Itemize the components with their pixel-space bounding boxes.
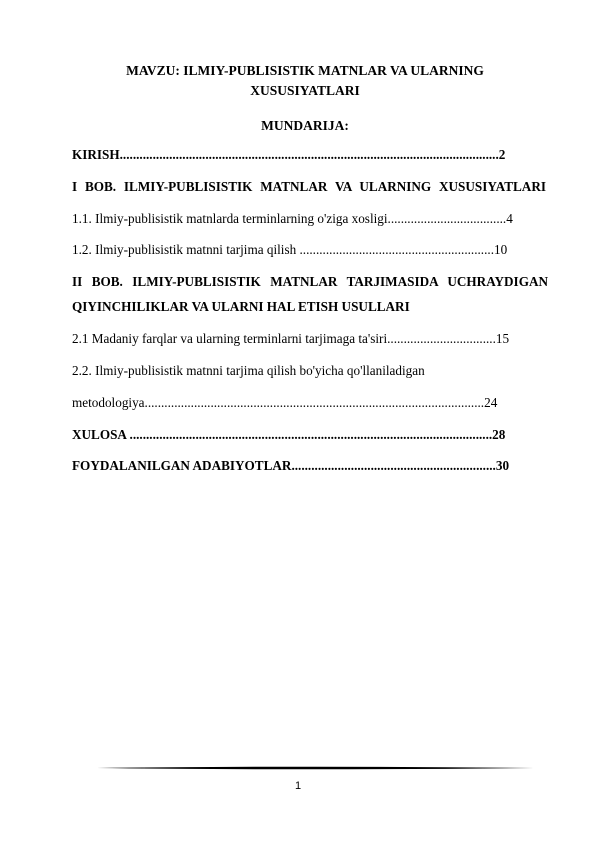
toc-chapter-2-line-2: QIYINCHILIKLAR VA ULARNI HAL ETISH USULLARI (72, 299, 410, 314)
toc-entry-1-1: 1.1. Ilmiy-publisistik matnlarda terminlarning o'ziga xosligi....................................4 (72, 211, 513, 226)
footer-divider (97, 766, 534, 770)
document-title-line-1: MAVZU: ILMIY-PUBLISISTIK MATNLAR VA ULARNING (126, 63, 484, 78)
toc-entry-adabiyotlar: FOYDALANILGAN ADABIYOTLAR..............................................................30 (72, 458, 510, 473)
contents-heading: MUNDARIJA: (261, 118, 349, 133)
toc-entry-2-2-line-1: 2.2. Ilmiy-publisistik matnni tarjima qilish bo'yicha qo'llaniladigan (72, 363, 425, 378)
toc-entry-xulosa: XULOSA ..............................................................................................................28 (72, 427, 506, 442)
toc-chapter-2-line-1: II BOB. ILMIY-PUBLISISTIK MATNLAR TARJIMASIDA UCHRAYDIGAN (72, 274, 548, 289)
toc-entry-1-2: 1.2. Ilmiy-publisistik matnni tarjima qilish ...........................................................10 (72, 242, 508, 257)
toc-chapter-1: I BOB. ILMIY-PUBLISISTIK MATNLAR VA ULARNING XUSUSIYATLARI (72, 179, 546, 194)
document-title-line-2: XUSUSIYATLARI (250, 83, 360, 98)
toc-entry-kirish: KIRISH...................................................................................................................2 (72, 147, 506, 162)
page-number: 1 (294, 780, 302, 792)
toc-entry-2-1: 2.1 Madaniy farqlar va ularning terminlarni tarjimaga ta'siri.................................15 (72, 331, 510, 346)
toc-entry-2-2-line-2: metodologiya.......................................................................................................24 (72, 395, 498, 410)
